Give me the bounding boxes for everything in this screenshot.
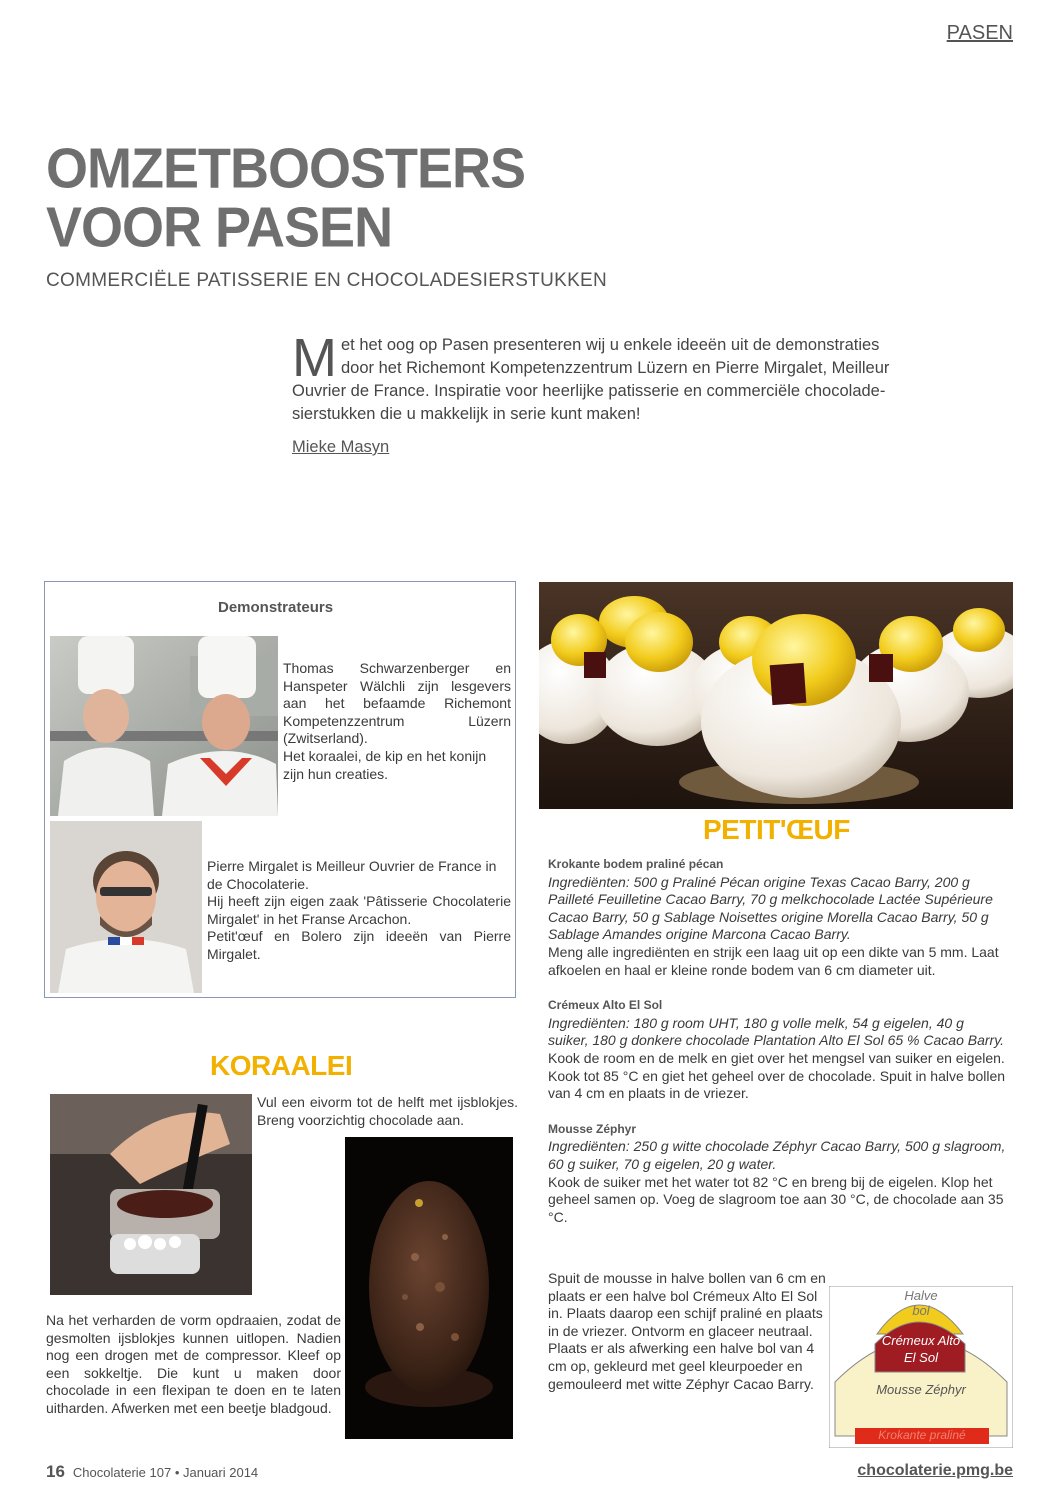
demonstrateurs-heading: Demonstrateurs bbox=[218, 599, 334, 616]
recipe-subheading-cremeux: Crémeux Alto El Sol bbox=[548, 998, 663, 1013]
chefs-description bbox=[283, 660, 511, 783]
petit-oeuf-recipe bbox=[548, 844, 1006, 1226]
chefs-text-2: Het koraalei, de kip en het konijn zijn hun creaties. bbox=[283, 747, 487, 782]
title-line-2: VOOR PASEN bbox=[46, 195, 393, 259]
recipe-ingredients-mousse: Ingrediënten: 250 g witte chocolade Zéphyr Cacao Barry, 500 g slagroom, 60 g suiker, 70 g eigelen, 20 g water. bbox=[548, 1138, 1006, 1172]
page-title bbox=[46, 139, 525, 257]
author-link[interactable]: Mieke Masyn bbox=[292, 438, 390, 456]
pierre-text-3: Petit'œuf en Bolero zijn ideeën van Pierre Mirgalet. bbox=[207, 928, 511, 962]
recipe-method-bodem: Meng alle ingrediënten en strijk een laag uit op een dikte van 5 mm. Laat afkoelen en haal er kleine ronde bodem van 6 cm diameter uit. bbox=[548, 943, 999, 978]
recipe-method-mousse: Kook de suiker met het water tot 82 °C en breng bij de eigelen. Klop het geheel samen op. Voeg de slagroom toe aan 30 °C, de chocolade aan 35 °C. bbox=[548, 1173, 1004, 1225]
page-number: 16 bbox=[46, 1462, 65, 1481]
page-footer-left bbox=[46, 1462, 258, 1482]
website-link[interactable]: chocolaterie.pmg.be bbox=[857, 1462, 1013, 1479]
koraalei-egg-photo bbox=[345, 1137, 513, 1439]
pierre-description bbox=[207, 858, 511, 964]
intro-dropcap: M bbox=[292, 328, 337, 388]
diagram-label-cremeux: Crémeux Alto El Sol bbox=[881, 1333, 961, 1365]
intro-text: et het oog op Pasen presenteren wij u enkele ideeën uit de demonstraties door het Richemont Kompetenzzentrum Lüzern en Pierre Mirgalet, Meilleur Ouvrier de France. Inspiratie voor heerlijke patisserie en commerciële chocolade-sierstukken die u makkelijk in serie kunt maken! bbox=[292, 336, 890, 423]
diagram-label-base: Krokante praliné bbox=[878, 1428, 966, 1442]
recipe-method-cremeux: Kook de room en de melk en giet over het mengsel van suiker en eigelen. Kook tot 85 °C en giet het geheel over de chocolade. Spuit in halve bollen van 4 cm en plaats in de vriezer. bbox=[548, 1049, 1006, 1102]
section-tag[interactable]: PASEN bbox=[946, 22, 1013, 44]
diagram-label-halve-bol: Halve bol bbox=[904, 1288, 938, 1318]
petit-oeuf-title: PETIT'ŒUF bbox=[703, 814, 850, 845]
pierre-text: Pierre Mirgalet is Meilleur Ouvrier de France in de Chocolaterie. bbox=[207, 858, 497, 892]
koraalei-process-photo bbox=[50, 1094, 252, 1295]
pierre-text-2: Hij heeft zijn eigen zaak 'Pâtisserie Chocolaterie Mirgalet' in het Franse Arcachon. bbox=[207, 893, 511, 927]
chefs-text: Thomas Schwarzenberger en Hanspeter Wälchli zijn lesgevers aan het befaamde Richemont Kompetenzzentrum Lüzern (Zwitserland). bbox=[283, 660, 511, 747]
recipe-subheading-bodem: Krokante bodem praliné pécan bbox=[548, 857, 724, 871]
recipe-assembly: Spuit de mousse in halve bollen van 6 cm en plaats er een halve bol Crémeux Alto El Sol in. Plaats daarop een schijf praliné en plaats in de vriezer. Ontvorm en glaceer neutraal. Plaats er als afwerking een halve bol van 4 cm op, gekleurd met geel kleurpoeder en gemouleerd met witte Zéphyr Cacao Barry. bbox=[548, 1270, 826, 1392]
intro-paragraph bbox=[292, 328, 912, 426]
page-subtitle: COMMERCIËLE PATISSERIE EN CHOCOLADESIERSTUKKEN bbox=[46, 270, 608, 291]
recipe-ingredients-bodem: Ingrediënten: 500 g Praliné Pécan origine Texas Cacao Barry, 200 g Pailleté Feuilletine Cacao Barry, 70 g melkchocolade Lactée Supérieure Cacao Barry, 50 g Sablage Noisettes origine Morella Cacao Barry, 50 g Sablage Amandes origine Marcona Cacao Barry. bbox=[548, 873, 993, 943]
recipe-ingredients-cremeux: Ingrediënten: 180 g room UHT, 180 g volle melk, 54 g eigelen, 40 g suiker, 180 g donkere chocolade Plantation Alto El Sol 65 % Cacao Barry. bbox=[548, 1014, 1005, 1049]
koraalei-title: KORAALEI bbox=[210, 1050, 353, 1081]
koraalei-text-2: Na het verharden de vorm opdraaien, zodat de gesmolten ijsblokjes kunnen uitlopen. Nadien nog een drogen met de compressor. Kleef op een sokkeltje. Die kunt u maken door chocolade in een flexipan te doen en te laten uitharden. Afwerken met een beetje bladgoud. bbox=[46, 1312, 341, 1416]
petit-oeuf-photo bbox=[539, 582, 1013, 809]
diagram-label-mousse: Mousse Zéphyr bbox=[876, 1382, 966, 1397]
chefs-photo bbox=[50, 636, 278, 816]
title-line-1: OMZETBOOSTERS bbox=[46, 137, 526, 201]
pierre-mirgalet-photo bbox=[50, 821, 202, 993]
recipe-subheading-mousse: Mousse Zéphyr bbox=[548, 1121, 637, 1136]
layer-diagram bbox=[829, 1286, 1013, 1448]
issue-info: Chocolaterie 107 • Januari 2014 bbox=[72, 1465, 259, 1480]
koraalei-text-1: Vul een eivorm tot de helft met ijsblokjes. Breng voorzichtig chocolade aan. bbox=[257, 1094, 518, 1128]
